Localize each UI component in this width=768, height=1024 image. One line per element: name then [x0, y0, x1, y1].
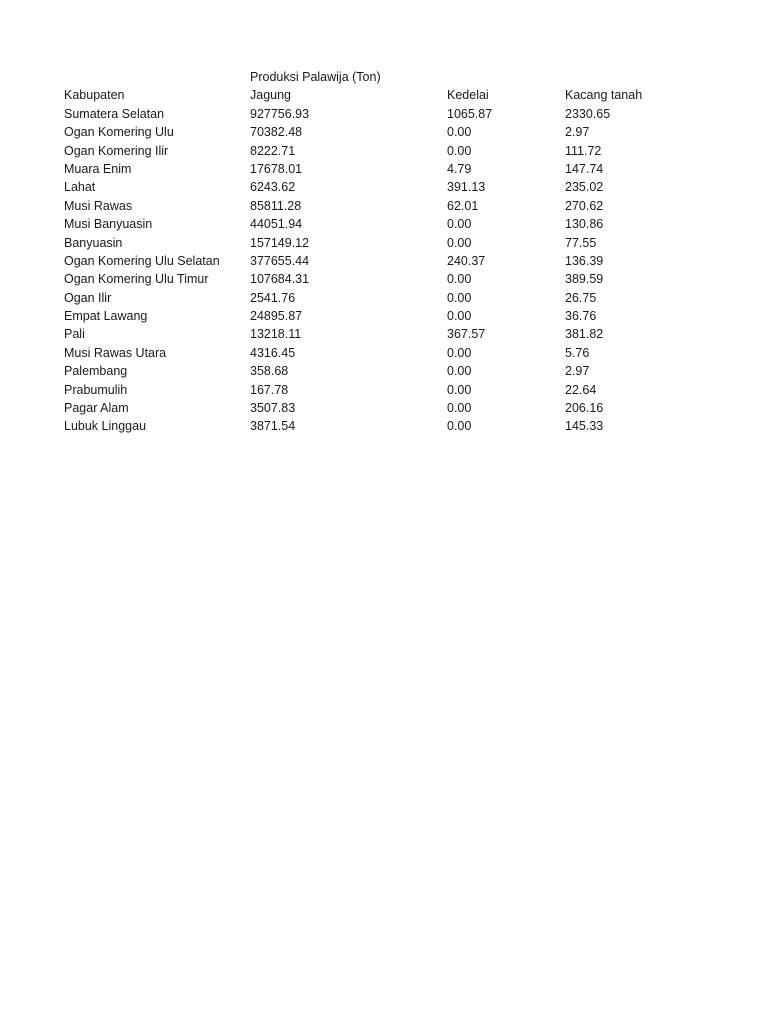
group-header-row — [0, 68, 768, 86]
cell-kedelai: 391.13 — [447, 180, 486, 195]
cell-jagung: 17678.01 — [250, 161, 303, 176]
table-row — [0, 252, 768, 270]
cell-kacang-tanah: 26.75 — [565, 290, 597, 305]
column-header-jagung: Jagung — [250, 88, 292, 103]
cell-kacang-tanah: 147.74 — [565, 161, 604, 176]
cell-kacang-tanah: 36.76 — [565, 309, 597, 324]
cell-kedelai: 62.01 — [447, 198, 479, 213]
cell-kacang-tanah: 2330.65 — [565, 106, 611, 121]
cell-kedelai: 0.00 — [447, 290, 472, 305]
cell-kabupaten: Ogan Ilir — [64, 290, 112, 305]
cell-jagung: 358.68 — [250, 364, 289, 379]
cell-kabupaten: Lahat — [64, 180, 96, 195]
cell-kacang-tanah: 389.59 — [565, 272, 604, 287]
cell-jagung: 6243.62 — [250, 180, 296, 195]
cell-kabupaten: Muara Enim — [64, 161, 132, 176]
cell-jagung: 3871.54 — [250, 419, 296, 434]
column-header-kabupaten: Kabupaten — [64, 88, 125, 103]
table-row — [0, 270, 768, 288]
table-row — [0, 325, 768, 343]
cell-kabupaten: Banyuasin — [64, 235, 123, 250]
cell-kacang-tanah: 22.64 — [565, 382, 597, 397]
cell-kedelai: 1065.87 — [447, 106, 493, 121]
cell-kedelai: 367.57 — [447, 327, 486, 342]
cell-jagung: 167.78 — [250, 382, 289, 397]
cell-jagung: 44051.94 — [250, 217, 303, 232]
cell-kedelai: 0.00 — [447, 382, 472, 397]
table-row — [0, 289, 768, 307]
table-row — [0, 142, 768, 160]
cell-kedelai: 0.00 — [447, 272, 472, 287]
cell-kacang-tanah: 2.97 — [565, 125, 590, 140]
cell-kabupaten: Musi Rawas — [64, 198, 133, 213]
cell-kedelai: 240.37 — [447, 253, 486, 268]
table-row — [0, 234, 768, 252]
cell-kacang-tanah: 130.86 — [565, 217, 604, 232]
cell-kedelai: 0.00 — [447, 143, 472, 158]
cell-kabupaten: Sumatera Selatan — [64, 106, 165, 121]
table-row — [0, 417, 768, 435]
cell-kedelai: 0.00 — [447, 309, 472, 324]
cell-kabupaten: Empat Lawang — [64, 309, 148, 324]
cell-kabupaten: Ogan Komering Ulu — [64, 125, 174, 140]
cell-jagung: 70382.48 — [250, 125, 303, 140]
table-row — [0, 399, 768, 417]
group-header: Produksi Palawija (Ton) — [250, 70, 381, 84]
cell-kabupaten: Pagar Alam — [64, 401, 129, 416]
table-row — [0, 381, 768, 399]
cell-jagung: 8222.71 — [250, 143, 296, 158]
column-header-row — [0, 86, 768, 104]
cell-jagung: 107684.31 — [250, 272, 310, 287]
cell-kacang-tanah: 5.76 — [565, 345, 590, 360]
cell-kabupaten: Ogan Komering Ulu Timur — [64, 272, 209, 287]
table-row — [0, 307, 768, 325]
cell-kacang-tanah: 381.82 — [565, 327, 604, 342]
cell-kacang-tanah: 77.55 — [565, 235, 597, 250]
cell-jagung: 4316.45 — [250, 345, 296, 360]
column-header-kacang-tanah: Kacang tanah — [565, 88, 643, 103]
cell-kacang-tanah: 136.39 — [565, 253, 604, 268]
column-header-kedelai: Kedelai — [447, 88, 489, 103]
cell-kabupaten: Prabumulih — [64, 382, 128, 397]
table-row — [0, 215, 768, 233]
cell-kabupaten: Ogan Komering Ilir — [64, 143, 169, 158]
palawija-production-table — [0, 68, 768, 436]
cell-kacang-tanah: 235.02 — [565, 180, 604, 195]
cell-kacang-tanah: 111.72 — [565, 143, 602, 158]
cell-jagung: 3507.83 — [250, 401, 296, 416]
cell-kabupaten: Musi Banyuasin — [64, 217, 153, 232]
table-row — [0, 105, 768, 123]
table-row — [0, 344, 768, 362]
cell-kacang-tanah: 145.33 — [565, 419, 604, 434]
cell-kedelai: 0.00 — [447, 125, 472, 140]
cell-kacang-tanah: 2.97 — [565, 364, 590, 379]
cell-kabupaten: Palembang — [64, 364, 128, 379]
cell-kedelai: 0.00 — [447, 401, 472, 416]
cell-kedelai: 0.00 — [447, 364, 472, 379]
cell-kabupaten: Ogan Komering Ulu Selatan — [64, 253, 220, 268]
cell-kabupaten: Lubuk Linggau — [64, 419, 147, 434]
table-row — [0, 362, 768, 380]
table-row — [0, 123, 768, 141]
table-row — [0, 197, 768, 215]
table-row — [0, 178, 768, 196]
cell-kabupaten: Pali — [64, 327, 85, 342]
cell-kedelai: 0.00 — [447, 419, 472, 434]
cell-jagung: 927756.93 — [250, 106, 310, 121]
cell-kedelai: 0.00 — [447, 345, 472, 360]
cell-jagung: 13218.11 — [250, 327, 302, 342]
cell-jagung: 377655.44 — [250, 253, 310, 268]
cell-kabupaten: Musi Rawas Utara — [64, 345, 167, 360]
table-body — [0, 105, 768, 436]
table-row — [0, 160, 768, 178]
cell-jagung: 24895.87 — [250, 309, 303, 324]
cell-jagung: 157149.12 — [250, 235, 310, 250]
cell-kacang-tanah: 206.16 — [565, 401, 604, 416]
cell-kedelai: 4.79 — [447, 161, 472, 176]
cell-kacang-tanah: 270.62 — [565, 198, 604, 213]
cell-kedelai: 0.00 — [447, 217, 472, 232]
cell-jagung: 85811.28 — [250, 198, 302, 213]
cell-kedelai: 0.00 — [447, 235, 472, 250]
cell-jagung: 2541.76 — [250, 290, 296, 305]
